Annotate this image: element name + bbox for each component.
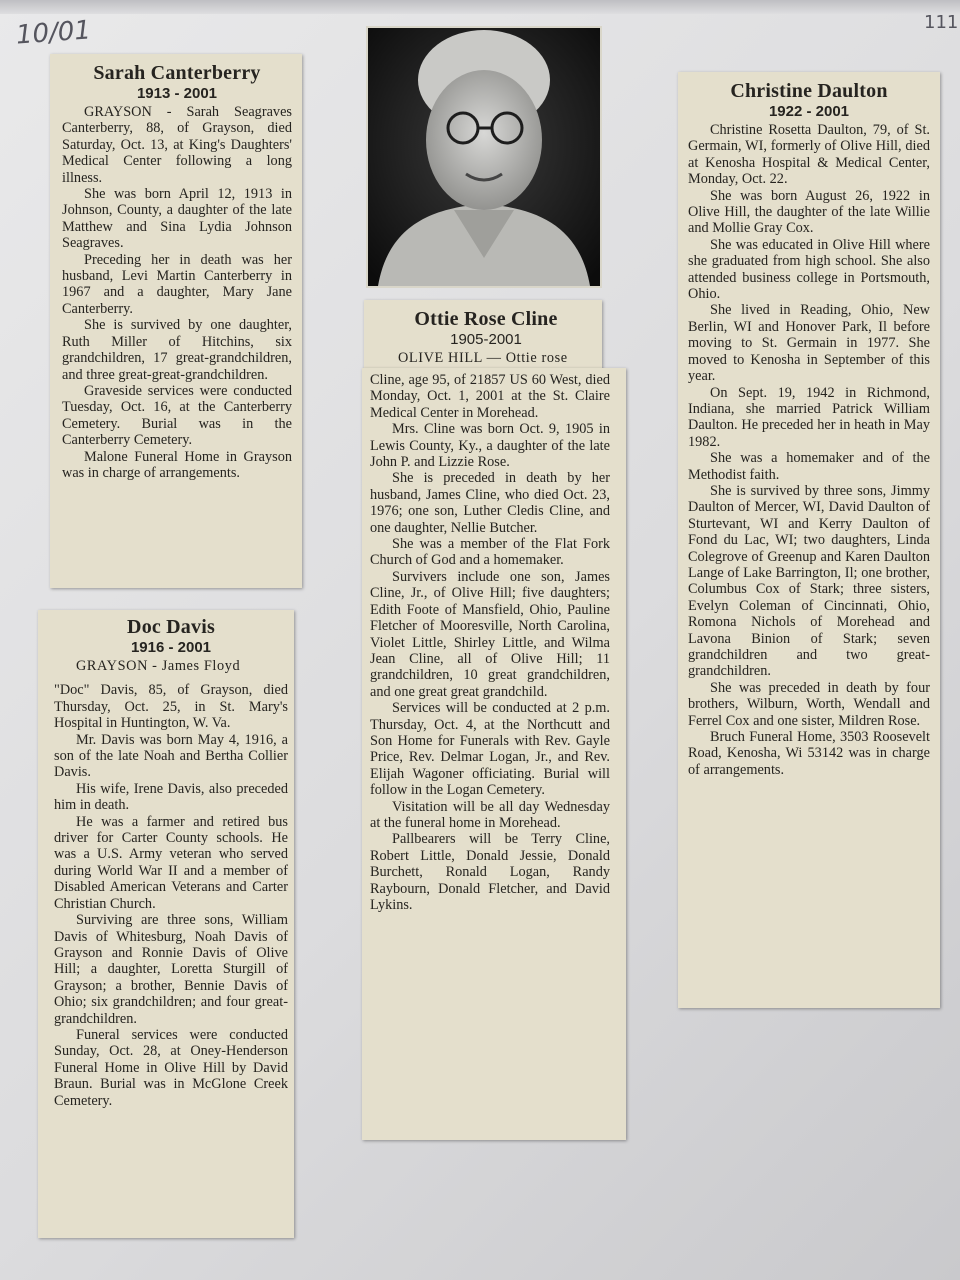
obituary-paragraph: Funeral services were conducted Sunday, Oct. 28, at Oney-Henderson Funeral Home in Olive Hill by David Braun. Burial was in McGlone Creek Cemetery. bbox=[54, 1026, 288, 1109]
obituary-paragraph: Christine Rosetta Daulton, 79, of St. Germain, WI, formerly of Olive Hill, died at Kenosha Hospital & Medical Center, Monday, Oct. 22. bbox=[688, 122, 930, 188]
obituary-name: Sarah Canterberry bbox=[93, 62, 261, 84]
obituary-paragraph: His wife, Irene Davis, also preceded him in death. bbox=[54, 780, 288, 814]
obituary-paragraph: Pallbearers will be Terry Cline, Robert Little, Donald Jessie, Donald Burchett, Ronald Logan, Randy Raybourn, Donald Fletcher, and David Lykins. bbox=[370, 831, 610, 913]
portrait-photo bbox=[366, 26, 602, 288]
obituary-paragraph: Services will be conducted at 2 p.m. Thursday, Oct. 4, at the Northcutt and Son Home for Funerals with Rev. Gayle Price, Rev. Delmar Logan, Jr., and Rev. Elijah Wagoner officiating. Burial will follow in the Logan Cemetery. bbox=[370, 700, 610, 799]
obituary-paragraph: On Sept. 19, 1942 in Richmond, Indiana, she married Patrick William Daulton. He preceded her in heath in May 1982. bbox=[688, 384, 930, 450]
obituary-paragraph: She is survived by one daughter, Ruth Miller of Hitchins, six grandchildren, 17 great-grandchildren, and three great-great-grandchildren. bbox=[62, 317, 292, 383]
obituary-dateline: OLIVE HILL — Ottie rose bbox=[398, 350, 568, 366]
obituary-paragraph: She is preceded in death by her husband, James Cline, who died Oct. 23, 1976; one son, Luther Cledis Cline, and one daughter, Nellie Butcher. bbox=[370, 470, 610, 536]
obituary-paragraph: Bruch Funeral Home, 3503 Roosevelt Road, Kenosha, Wi 53142 was in charge of arrangements. bbox=[688, 729, 930, 778]
obituary-name: Christine Daulton bbox=[730, 80, 888, 102]
obituary-cline bbox=[362, 368, 626, 1140]
handwritten-page-number: 111 bbox=[924, 12, 959, 33]
obituary-paragraph: Surviving are three sons, William Davis of Whitesburg, Noah Davis of Grayson and Ronnie Davis of Olive Hill; a daughter, Loretta Sturgill of Grayson; a brother, Bennie Davis of Ohio; six grandchildren; and four great-grandchildren. bbox=[54, 912, 288, 1027]
obituary-years: 1905-2001 bbox=[450, 331, 522, 348]
obituary-davis bbox=[38, 610, 294, 1238]
obituary-years: 1913 - 2001 bbox=[136, 85, 218, 102]
obituary-paragraph: Malone Funeral Home in Grayson was in charge of arrangements. bbox=[62, 448, 292, 481]
obituary-paragraph: He was a farmer and retired bus driver for Carter County schools. He was a U.S. Army veteran who served during World War II and a member of Disabled American Veterans and Carter Christian Church. bbox=[54, 813, 288, 912]
obituary-paragraph: Survivers include one son, James Cline, Jr., of Olive Hill; five daughters; Edith Foote of Mansfield, Ohio, Pauline Fletcher of Mooresville, North Carolina, Violet Little, Shirley Little, and Wilma Jean Cline, all of Olive Hill; 11 grandchildren, 10 great grandchildren, and one great great grandchild. bbox=[370, 568, 610, 700]
obituary-paragraph: Preceding her in death was her husband, Levi Martin Canterberry in 1967 and a daughter, Mary Jane Canterberry. bbox=[62, 251, 292, 317]
obituary-paragraph: She is survived by three sons, Jimmy Daulton of Mercer, WI, David Daulton of Sturtevant, WI and Kerry Daulton of Fond du Lac, WI; two daughters, Linda Colegrove of Greenup and Karen Daulton Lange of Lake Barrington, Il; one brother, Columbus Cox of Stark; three sisters, Evelyn Coleman of Cincinnati, Ohio, Romona Nichols of Morehead and Lavona Binion of Stark; seven grandchildren and two great-grandchildren. bbox=[688, 482, 930, 680]
obituary-paragraph: She lived in Reading, Ohio, New Berlin, WI and Honover Park, Il before moving to St. Germain in 1977. She moved to Kenosha in September of this year. bbox=[688, 302, 930, 385]
obituary-cline-header bbox=[364, 300, 602, 370]
obituary-years: 1916 - 2001 bbox=[130, 639, 212, 656]
obituary-dateline: GRAYSON - James Floyd bbox=[76, 658, 241, 674]
portrait-image bbox=[368, 28, 600, 286]
obituary-paragraph: Mr. Davis was born May 4, 1916, a son of the late Noah and Bertha Collier Davis. bbox=[54, 731, 288, 781]
obituary-years: 1922 - 2001 bbox=[768, 103, 850, 120]
obituary-paragraph: She was born August 26, 1922 in Olive Hill, the daughter of the late Willie and Mollie Gray Cox. bbox=[688, 187, 930, 237]
handwritten-date-note: 10/01 bbox=[15, 15, 92, 51]
obituary-canterberry bbox=[50, 54, 302, 588]
obituary-paragraph: Cline, age 95, of 21857 US 60 West, died Monday, Oct. 1, 2001 at the St. Claire Medical Center in Morehead. bbox=[370, 372, 610, 421]
obituary-paragraph: "Doc" Davis, 85, of Grayson, died Thursday, Oct. 25, in St. Mary's Hospital in Huntington, W. Va. bbox=[54, 682, 288, 732]
obituary-name: Ottie Rose Cline bbox=[414, 308, 558, 330]
obituary-paragraph: She was preceded in death by four brothers, Wilburn, Worth, Wendall and Ferrel Cox and one sister, Mildren Rose. bbox=[688, 679, 930, 729]
obituary-paragraph: She was educated in Olive Hill where she graduated from high school. She also attended business college in Portsmouth, Ohio. bbox=[688, 236, 930, 303]
obituary-paragraph: She was a member of the Flat Fork Church of God and a homemaker. bbox=[370, 536, 610, 569]
obituary-paragraph: Visitation will be all day Wednesday at the funeral home in Morehead. bbox=[370, 798, 610, 831]
obituary-name: Doc Davis bbox=[127, 616, 215, 638]
album-page-edge bbox=[0, 0, 960, 14]
obituary-paragraph: She was a homemaker and of the Methodist faith. bbox=[688, 450, 930, 483]
obituary-paragraph: Mrs. Cline was born Oct. 9, 1905 in Lewis County, Ky., a daughter of the late John P. and Lizzie Rose. bbox=[370, 421, 610, 471]
obituary-daulton bbox=[678, 72, 940, 1008]
obituary-paragraph: She was born April 12, 1913 in Johnson, County, a daughter of the late Matthew and Sina Lydia Johnson Seagraves. bbox=[62, 186, 292, 252]
obituary-paragraph: Graveside services were conducted Tuesday, Oct. 16, at the Canterberry Cemetery. Burial was in the Canterberry Cemetery. bbox=[62, 382, 292, 449]
obituary-paragraph: GRAYSON - Sarah Seagraves Canterberry, 88, of Grayson, died Saturday, Oct. 13, at King's Daughters' Medical Center following a long illness. bbox=[62, 104, 292, 186]
